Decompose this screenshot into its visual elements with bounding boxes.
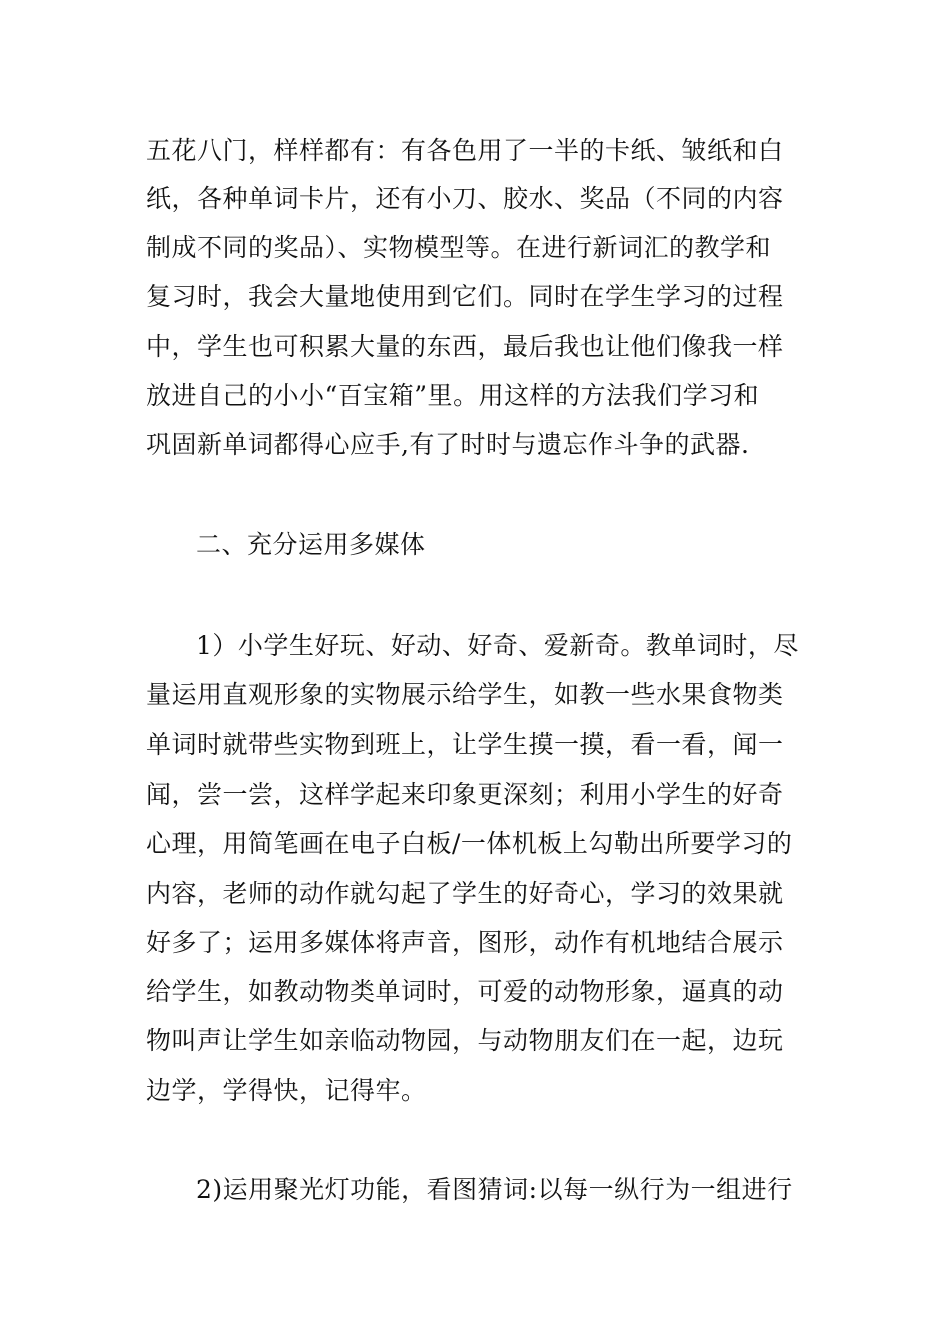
text-line: 1）小学生好玩、好动、好奇、爱新奇。教单词时，尽	[196, 631, 799, 660]
text-line: 内容，老师的动作就勾起了学生的好奇心，学习的效果就	[146, 879, 784, 908]
text-line: 纸，各种单词卡片，还有小刀、胶水、奖品（不同的内容	[146, 184, 784, 213]
text-line: 物叫声让学生如亲临动物园，与动物朋友们在一起，边玩	[146, 1026, 784, 1055]
text-line: 中，学生也可积累大量的东西，最后我也让他们像我一样	[146, 332, 784, 361]
text-line: 五花八门，样样都有：有各色用了一半的卡纸、皱纸和白	[146, 136, 784, 165]
text-line: 2)运用聚光灯功能，看图猜词:以每一纵行为一组进行	[196, 1175, 793, 1204]
text-line: 量运用直观形象的实物展示给学生，如教一些水果食物类	[146, 680, 784, 709]
text-line: 好多了；运用多媒体将声音，图形，动作有机地结合展示	[146, 928, 784, 957]
text-line: 巩固新单词都得心应手,有了时时与遗忘作斗争的武器.	[146, 430, 750, 459]
text-line: 给学生，如教动物类单词时，可爱的动物形象，逼真的动	[146, 977, 784, 1006]
text-line: 闻，尝一尝，这样学起来印象更深刻；利用小学生的好奇	[146, 780, 784, 809]
text-line: 复习时，我会大量地使用到它们。同时在学生学习的过程	[146, 282, 784, 311]
text-line: 心理，用简笔画在电子白板/一体机板上勾勒出所要学习的	[146, 829, 793, 858]
text-line: 单词时就带些实物到班上，让学生摸一摸，看一看，闻一	[146, 730, 784, 759]
text-line: 边学，学得快，记得牢。	[146, 1076, 427, 1105]
text-line: 放进自己的小小“百宝箱”里。用这样的方法我们学习和	[146, 381, 760, 410]
section-heading: 二、充分运用多媒体	[196, 530, 426, 559]
text-line: 制成不同的奖品）、实物模型等。在进行新词汇的教学和	[146, 233, 772, 262]
